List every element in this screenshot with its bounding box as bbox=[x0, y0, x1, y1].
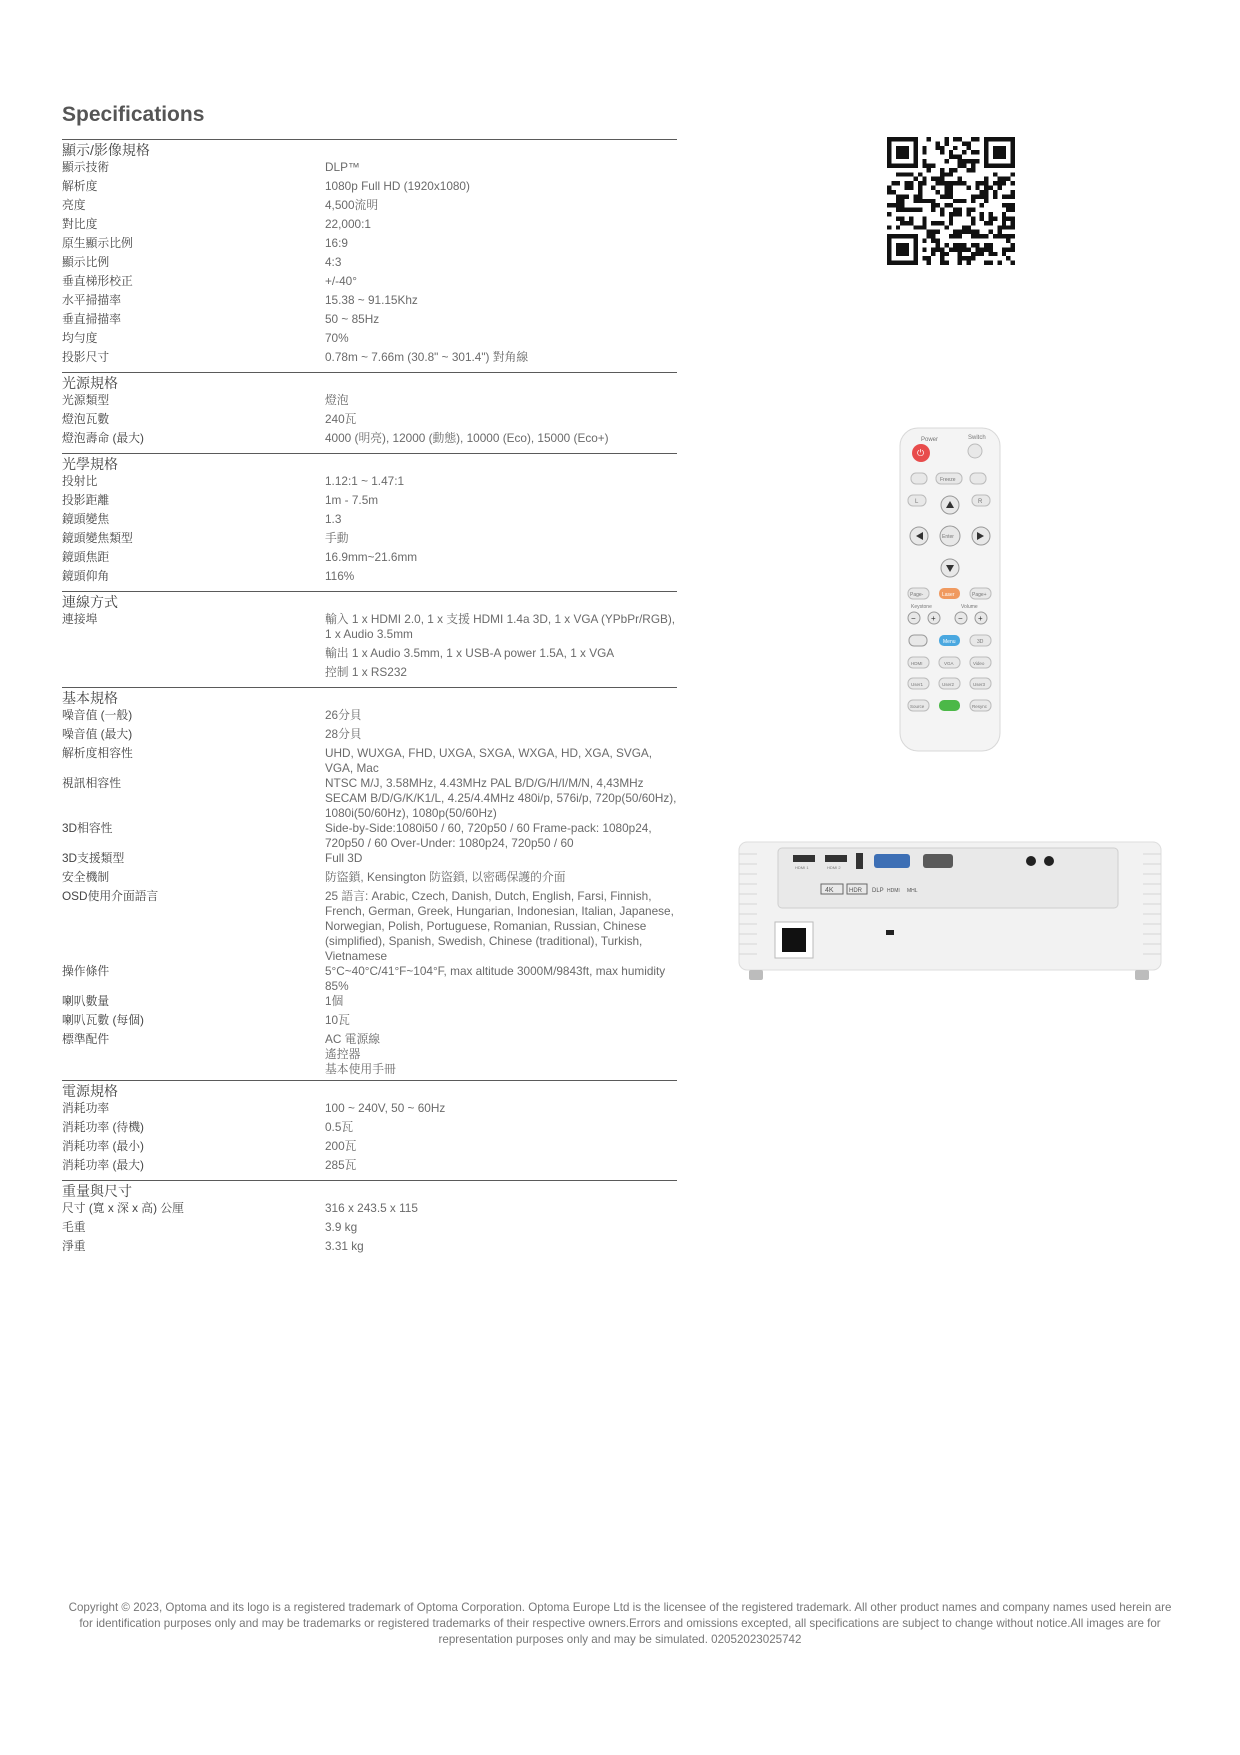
spec-value-line: 285瓦 bbox=[325, 1158, 357, 1172]
spec-row bbox=[62, 851, 677, 870]
spec-value-line: 手動 bbox=[325, 531, 349, 545]
freeze-left-button[interactable] bbox=[911, 473, 927, 484]
spec-value-line: 輸出 1 x Audio 3.5mm, 1 x USB-A power 1.5A, 1 x VGA bbox=[325, 646, 615, 660]
spec-value-line: 輸入 1 x HDMI 2.0, 1 x 支援 HDMI 1.4a 3D, 1 x VGA (YPbPr/RGB), 1 x Audio 3.5mm bbox=[325, 612, 676, 641]
spec-row bbox=[62, 1032, 677, 1077]
spec-row bbox=[62, 550, 677, 569]
spec-row bbox=[62, 293, 677, 312]
spec-value bbox=[325, 274, 677, 293]
hdmi2-label: HDMI 2 bbox=[827, 865, 841, 870]
spec-row bbox=[62, 821, 677, 851]
section-title: 連線方式 bbox=[62, 594, 118, 610]
dlp-badge: DLP bbox=[872, 888, 884, 894]
spec-value-line: 5°C~40°C/41°F~104°F, max altitude 3000M/9843ft, max humidity 85% bbox=[325, 964, 666, 993]
spec-label: 燈泡壽命 (最大) bbox=[62, 431, 144, 445]
spec-row bbox=[62, 179, 677, 198]
spec-value bbox=[325, 198, 677, 217]
spec-value bbox=[325, 550, 677, 569]
spec-row bbox=[62, 776, 677, 821]
spec-label: 消耗功率 bbox=[62, 1101, 110, 1115]
r-label: R bbox=[978, 499, 983, 505]
spec-value bbox=[325, 217, 677, 236]
spec-row bbox=[62, 1239, 677, 1258]
l-label: L bbox=[915, 499, 919, 505]
spec-row bbox=[62, 1101, 677, 1120]
plus-icon: + bbox=[931, 614, 936, 623]
spec-label: 毛重 bbox=[62, 1220, 86, 1234]
section-title: 光學規格 bbox=[62, 456, 118, 472]
resync-label: Resync bbox=[972, 704, 988, 709]
spec-value-line: 16.9mm~21.6mm bbox=[325, 550, 418, 564]
4k-badge-label: 4K bbox=[825, 887, 834, 894]
spec-row bbox=[62, 393, 677, 412]
spec-label: 淨重 bbox=[62, 1239, 86, 1253]
spec-label: 水平掃描率 bbox=[62, 293, 121, 307]
spec-value bbox=[325, 851, 677, 870]
page-down-label: Page- bbox=[910, 592, 924, 598]
section-title: 電源規格 bbox=[62, 1083, 118, 1099]
spec-label: 解析度 bbox=[62, 179, 98, 193]
spec-value-line: 240瓦 bbox=[325, 412, 357, 426]
spec-value-line: 50 ~ 85Hz bbox=[325, 312, 380, 326]
spec-value bbox=[325, 493, 677, 512]
left-foot bbox=[749, 970, 763, 980]
spec-row bbox=[62, 474, 677, 493]
volume-label: Volume bbox=[961, 604, 978, 610]
qr-code bbox=[887, 137, 1015, 265]
spec-value-line: +/-40° bbox=[325, 274, 357, 288]
spec-section bbox=[62, 687, 677, 1077]
spec-value-line: 15.38 ~ 91.15Khz bbox=[325, 293, 418, 307]
spec-label: 投影尺寸 bbox=[62, 350, 110, 364]
hdmi-label: HDMI bbox=[911, 661, 923, 666]
spec-row bbox=[62, 994, 677, 1013]
spec-label: 投影距離 bbox=[62, 493, 110, 507]
spec-row bbox=[62, 964, 677, 994]
spec-row bbox=[62, 431, 677, 450]
spec-label: 消耗功率 (最小) bbox=[62, 1139, 144, 1153]
spec-value bbox=[325, 776, 677, 821]
spec-value bbox=[325, 1158, 677, 1177]
spec-value-line: 0.78m ~ 7.66m (30.8" ~ 301.4") 對角線 bbox=[325, 350, 529, 364]
spec-value-line: 4:3 bbox=[325, 255, 342, 269]
remote-control-image bbox=[895, 425, 1005, 755]
spec-row bbox=[62, 746, 677, 776]
spec-label: 喇叭瓦數 (每個) bbox=[62, 1013, 144, 1027]
hdmi-logo: HDMI bbox=[887, 888, 900, 894]
spec-value-line: 遙控器 bbox=[325, 1047, 361, 1061]
spec-label: 光源類型 bbox=[62, 393, 110, 407]
vga-label: VGA bbox=[944, 661, 954, 666]
spec-label: 視訊相容性 bbox=[62, 776, 121, 790]
spec-row bbox=[62, 1013, 677, 1032]
aspect-button[interactable] bbox=[909, 635, 927, 646]
spec-value-line: 4000 (明亮), 12000 (動態), 10000 (Eco), 15000 (Eco+) bbox=[325, 431, 609, 445]
spec-row bbox=[62, 1120, 677, 1139]
spec-value-line: UHD, WUXGA, FHD, UXGA, SXGA, WXGA, HD, XGA, SVGA, VGA, Mac bbox=[325, 746, 653, 775]
spec-value-line: 200瓦 bbox=[325, 1139, 357, 1153]
spec-value-line: 1m - 7.5m bbox=[325, 493, 379, 507]
spec-section bbox=[62, 139, 677, 369]
hdmi1-port bbox=[793, 855, 815, 862]
spec-value bbox=[325, 531, 677, 550]
spec-label: 解析度相容性 bbox=[62, 746, 133, 760]
spec-value-line: 控制 1 x RS232 bbox=[325, 665, 407, 679]
audio-in-port bbox=[1026, 856, 1036, 866]
spec-label: 3D支援類型 bbox=[62, 851, 125, 865]
spec-section bbox=[62, 591, 677, 684]
spec-label: 鏡頭變焦 bbox=[62, 512, 110, 526]
spec-value bbox=[325, 293, 677, 312]
spec-value-line: 100 ~ 240V, 50 ~ 60Hz bbox=[325, 1101, 446, 1115]
section-title: 光源規格 bbox=[62, 375, 118, 391]
spec-row bbox=[62, 1220, 677, 1239]
spec-value bbox=[325, 160, 677, 179]
spec-row bbox=[62, 1139, 677, 1158]
spec-label: 3D相容性 bbox=[62, 821, 113, 835]
mute-button[interactable] bbox=[970, 473, 986, 484]
green-button[interactable] bbox=[939, 700, 960, 711]
plus-icon: + bbox=[978, 614, 983, 623]
spec-row bbox=[62, 274, 677, 293]
freeze-label: Freeze bbox=[940, 477, 956, 483]
spec-label: 垂直掃描率 bbox=[62, 312, 121, 326]
spec-value-line: 16:9 bbox=[325, 236, 348, 250]
spec-row bbox=[62, 612, 677, 684]
enter-label: Enter bbox=[942, 534, 954, 540]
spec-label: OSD使用介面語言 bbox=[62, 889, 159, 903]
video-label: Video bbox=[973, 661, 985, 666]
spec-row bbox=[62, 493, 677, 512]
spec-value-line: 3.31 kg bbox=[325, 1239, 364, 1253]
spec-row bbox=[62, 512, 677, 531]
minus-icon: − bbox=[958, 614, 963, 623]
spec-value bbox=[325, 1032, 677, 1077]
spec-table bbox=[62, 139, 677, 1261]
spec-section bbox=[62, 372, 677, 450]
switch-label: Switch bbox=[968, 435, 986, 441]
mhl-logo: MHL bbox=[907, 888, 918, 894]
projector-rear-image bbox=[735, 840, 1165, 990]
spec-row bbox=[62, 331, 677, 350]
spec-row bbox=[62, 255, 677, 274]
spec-value-line: 1.12:1 ~ 1.47:1 bbox=[325, 474, 405, 488]
spec-value bbox=[325, 431, 677, 450]
section-title: 重量與尺寸 bbox=[62, 1183, 132, 1199]
spec-row bbox=[62, 1158, 677, 1177]
spec-value bbox=[325, 569, 677, 588]
spec-value bbox=[325, 474, 677, 493]
spec-value bbox=[325, 312, 677, 331]
spec-value bbox=[325, 331, 677, 350]
spec-value bbox=[325, 1013, 677, 1032]
spec-row bbox=[62, 889, 677, 964]
spec-label: 操作條件 bbox=[62, 964, 110, 978]
spec-label: 原生顯示比例 bbox=[62, 236, 133, 250]
spec-row bbox=[62, 217, 677, 236]
spec-value bbox=[325, 179, 677, 198]
spec-value bbox=[325, 1101, 677, 1120]
spec-label: 喇叭數量 bbox=[62, 994, 110, 1008]
minus-icon: − bbox=[911, 614, 916, 623]
spec-label: 顯示比例 bbox=[62, 255, 110, 269]
spec-label: 顯示技術 bbox=[62, 160, 110, 174]
spec-value-line: 26分貝 bbox=[325, 708, 362, 722]
right-foot bbox=[1135, 970, 1149, 980]
spec-value bbox=[325, 393, 677, 412]
spec-value bbox=[325, 1120, 677, 1139]
spec-label: 鏡頭變焦類型 bbox=[62, 531, 133, 545]
spec-label: 安全機制 bbox=[62, 870, 110, 884]
page-up-label: Page+ bbox=[972, 592, 987, 598]
source-label: Source bbox=[910, 704, 925, 709]
section-title: 顯示/影像規格 bbox=[62, 142, 150, 158]
spec-value bbox=[325, 1239, 677, 1258]
spec-label: 垂直梯形校正 bbox=[62, 274, 133, 288]
spec-value-line: 28分貝 bbox=[325, 727, 362, 741]
spec-value-line: 3.9 kg bbox=[325, 1220, 358, 1234]
spec-row bbox=[62, 1201, 677, 1220]
spec-value-line: 1080p Full HD (1920x1080) bbox=[325, 179, 470, 193]
vga-out-port bbox=[923, 854, 953, 868]
spec-value bbox=[325, 1201, 677, 1220]
page-title: Specifications bbox=[62, 103, 205, 126]
spec-label: 投射比 bbox=[62, 474, 98, 488]
spec-value bbox=[325, 746, 677, 776]
spec-value bbox=[325, 994, 677, 1013]
spec-value-line: 70% bbox=[325, 331, 349, 345]
security-slot bbox=[886, 930, 894, 935]
spec-value-line: 0.5瓦 bbox=[325, 1120, 354, 1134]
spec-value-line: AC 電源線 bbox=[325, 1032, 381, 1046]
spec-value-line: 10瓦 bbox=[325, 1013, 350, 1027]
spec-value-line: 316 x 243.5 x 115 bbox=[325, 1201, 418, 1215]
spec-value bbox=[325, 821, 677, 851]
spec-label: 鏡頭仰角 bbox=[62, 569, 110, 583]
spec-value bbox=[325, 727, 677, 746]
laser-label: Laser bbox=[942, 592, 955, 598]
spec-value bbox=[325, 708, 677, 727]
spec-label: 噪音值 (最大) bbox=[62, 727, 133, 741]
spec-label: 消耗功率 (待機) bbox=[62, 1120, 144, 1134]
switch-button[interactable] bbox=[968, 444, 982, 458]
spec-value bbox=[325, 255, 677, 274]
vga-in-port bbox=[874, 854, 910, 868]
spec-value-line: DLP™ bbox=[325, 160, 360, 174]
spec-value bbox=[325, 350, 677, 369]
spec-value-line: Side-by-Side:1080i50 / 60, 720p50 / 60 Frame-pack: 1080p24, 720p50 / 60 Over-Under: 1080p24, 720p50 / 60 bbox=[325, 821, 652, 850]
audio-out-port bbox=[1044, 856, 1054, 866]
spec-label: 尺寸 (寬 x 深 x 高) 公厘 bbox=[62, 1201, 184, 1215]
spec-value-line: 1個 bbox=[325, 994, 344, 1008]
hdmi2-port bbox=[825, 855, 847, 862]
spec-row bbox=[62, 412, 677, 431]
hdmi1-label: HDMI 1 bbox=[795, 865, 809, 870]
hdr-badge-label: HDR bbox=[849, 888, 862, 894]
power-label: Power bbox=[921, 437, 939, 443]
spec-row bbox=[62, 312, 677, 331]
spec-label: 對比度 bbox=[62, 217, 98, 231]
spec-value bbox=[325, 1139, 677, 1158]
spec-value-line: 燈泡 bbox=[325, 393, 349, 407]
spec-section bbox=[62, 1180, 677, 1258]
user1-label: User1 bbox=[911, 682, 924, 687]
spec-row bbox=[62, 569, 677, 588]
menu-label: Menu bbox=[943, 639, 956, 645]
spec-row bbox=[62, 198, 677, 217]
usb-port bbox=[856, 853, 863, 869]
spec-row bbox=[62, 727, 677, 746]
spec-value bbox=[325, 1220, 677, 1239]
spec-value bbox=[325, 236, 677, 255]
spec-value-line: 22,000:1 bbox=[325, 217, 371, 231]
spec-label: 燈泡瓦數 bbox=[62, 412, 110, 426]
spec-label: 連接埠 bbox=[62, 612, 98, 626]
spec-label: 標準配件 bbox=[62, 1032, 110, 1046]
user3-label: User3 bbox=[973, 682, 986, 687]
spec-row bbox=[62, 350, 677, 369]
spec-value-line: 116% bbox=[325, 569, 355, 583]
section-title: 基本規格 bbox=[62, 690, 118, 706]
spec-row bbox=[62, 870, 677, 889]
spec-value-line: 1.3 bbox=[325, 512, 342, 526]
spec-row bbox=[62, 531, 677, 550]
spec-section bbox=[62, 453, 677, 588]
spec-label: 消耗功率 (最大) bbox=[62, 1158, 144, 1172]
spec-value-line: 防盜鎖, Kensington 防盜鎖, 以密碼保護的介面 bbox=[325, 870, 566, 884]
spec-row bbox=[62, 236, 677, 255]
spec-row bbox=[62, 708, 677, 727]
spec-value-line: Full 3D bbox=[325, 851, 363, 865]
spec-label: 鏡頭焦距 bbox=[62, 550, 110, 564]
spec-label: 亮度 bbox=[62, 198, 86, 212]
3d-label: 3D bbox=[977, 639, 984, 645]
spec-value-line: 基本使用手冊 bbox=[325, 1062, 396, 1076]
power-icon: ⏻ bbox=[917, 448, 925, 458]
spec-value bbox=[325, 889, 677, 964]
spec-value bbox=[325, 964, 677, 994]
spec-value-line: NTSC M/J, 3.58MHz, 4.43MHz PAL B/D/G/H/I/M/N, 4,43MHz SECAM B/D/G/K/K1/L, 4.25/4.4MHz 480i/p, 576i/p, 720p(50/60Hz), 1080i(50/60Hz), 1080p(50/60Hz) bbox=[325, 776, 677, 820]
footer-copyright: Copyright © 2023, Optoma and its logo is a registered trademark of Optoma Corporation. Optoma Europe Ltd is the licensee of the registered trademark. All other product names and company names used herein are for identification purposes only and may be trademarks or registered trademarks of their respective owners.Errors and omissions excepted, all specifications are subject to change without notice.All images are for representation purposes only and may be simulated. 02052023025742 bbox=[68, 1601, 1172, 1646]
spec-row bbox=[62, 160, 677, 179]
spec-section bbox=[62, 1080, 677, 1177]
spec-value-line: 25 語言: Arabic, Czech, Danish, Dutch, English, Farsi, Finnish, French, German, Greek, Hungarian, Indonesian, Italian, Japanese, Norwegian, Polish, Portuguese, Romanian, Russian, Chinese (simplified), Spanish, Swedish, Chinese (traditional), Turkish, Vietnamese bbox=[325, 889, 674, 963]
keystone-label: Keystone bbox=[911, 604, 932, 610]
spec-label: 噪音值 (一般) bbox=[62, 708, 133, 722]
spec-value bbox=[325, 512, 677, 531]
spec-label: 均勻度 bbox=[62, 331, 98, 345]
spec-value bbox=[325, 870, 677, 889]
spec-value-line: 4,500流明 bbox=[325, 198, 379, 212]
spec-value bbox=[325, 412, 677, 431]
user2-label: User2 bbox=[942, 682, 955, 687]
spec-value bbox=[325, 612, 677, 684]
